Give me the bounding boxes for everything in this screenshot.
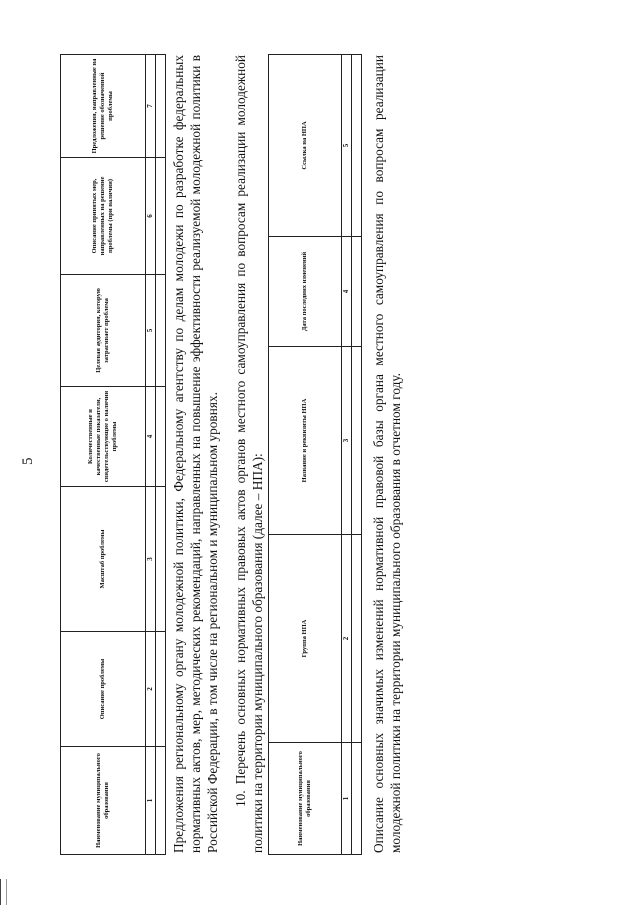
table-cell	[352, 347, 362, 535]
header-cell: Наименование муниципального образования	[269, 743, 342, 855]
npa-table	[268, 54, 362, 855]
column-number: 3	[342, 347, 352, 535]
column-number: 4	[342, 237, 352, 347]
page-number: 5	[20, 457, 36, 465]
header-cell: Группа НПА	[269, 535, 342, 743]
column-number: 4	[146, 387, 156, 487]
column-number: 2	[342, 535, 352, 743]
table-cell	[156, 387, 166, 487]
table-cell	[352, 55, 362, 237]
header-cell: Описание проблемы	[61, 632, 146, 747]
column-number: 5	[342, 55, 352, 237]
table-cell	[352, 237, 362, 347]
table-cell	[156, 747, 166, 855]
proposals-paragraph: Предложения региональному органу молодежной политики, Федеральному агентству по делам молодежи по разработке федеральных нормативных актов, мер, методических рекомендаций, направленных на повышение эффективности реализуемой молодежной политики в Российской Федерации, в том числе на региональном и муниципальном уровнях.	[171, 55, 220, 853]
table-cell	[156, 632, 166, 747]
column-number: 3	[146, 487, 156, 632]
header-cell: Предложения, направленные на решение обозначенной проблемы	[61, 55, 146, 158]
header-cell: Описание принятых мер, направленных на решение проблемы (при наличии)	[61, 158, 146, 275]
table-cell	[156, 55, 166, 158]
table-header-row	[269, 55, 342, 855]
column-number: 5	[146, 275, 156, 387]
scan-mark-line	[0, 879, 1, 905]
table-cell	[156, 158, 166, 275]
header-cell: Ссылка на НПА	[269, 55, 342, 237]
header-cell: Целевая аудитория, которую затрагивает проблема	[61, 275, 146, 387]
table-cell	[156, 275, 166, 387]
problems-table	[60, 54, 166, 855]
column-number: 2	[146, 632, 156, 747]
column-number: 1	[146, 747, 156, 855]
table-cell	[156, 487, 166, 632]
table-row	[156, 55, 166, 855]
table-header-row	[61, 55, 146, 855]
table-cell	[352, 535, 362, 743]
header-cell: Дата последних изменений	[269, 237, 342, 347]
changes-description-paragraph: Описание основных значимых изменений нормативной правовой базы органа местного самоуправления по вопросам реализации молодежной политики на территории муниципального образования в отчетном году.	[371, 55, 403, 853]
table-number-row	[342, 55, 352, 855]
scan-mark-line	[6, 879, 7, 905]
header-cell: Наименование муниципального образования	[61, 747, 146, 855]
header-cell: Название и реквизиты НПА	[269, 347, 342, 535]
header-cell: Масштаб проблемы	[61, 487, 146, 632]
table-number-row	[146, 55, 156, 855]
table-row	[352, 55, 362, 855]
table-cell	[352, 743, 362, 855]
header-cell: Количественные и качественные показатели, свидетельствующие о наличии проблемы	[61, 387, 146, 487]
column-number: 1	[342, 743, 352, 855]
column-number: 7	[146, 55, 156, 158]
column-number: 6	[146, 158, 156, 275]
npa-list-heading: 10. Перечень основных нормативных правовых актов органов местного самоуправления по вопросам реализации молодежной политики на территории муниципального образования (далее – НПА):	[233, 55, 265, 853]
